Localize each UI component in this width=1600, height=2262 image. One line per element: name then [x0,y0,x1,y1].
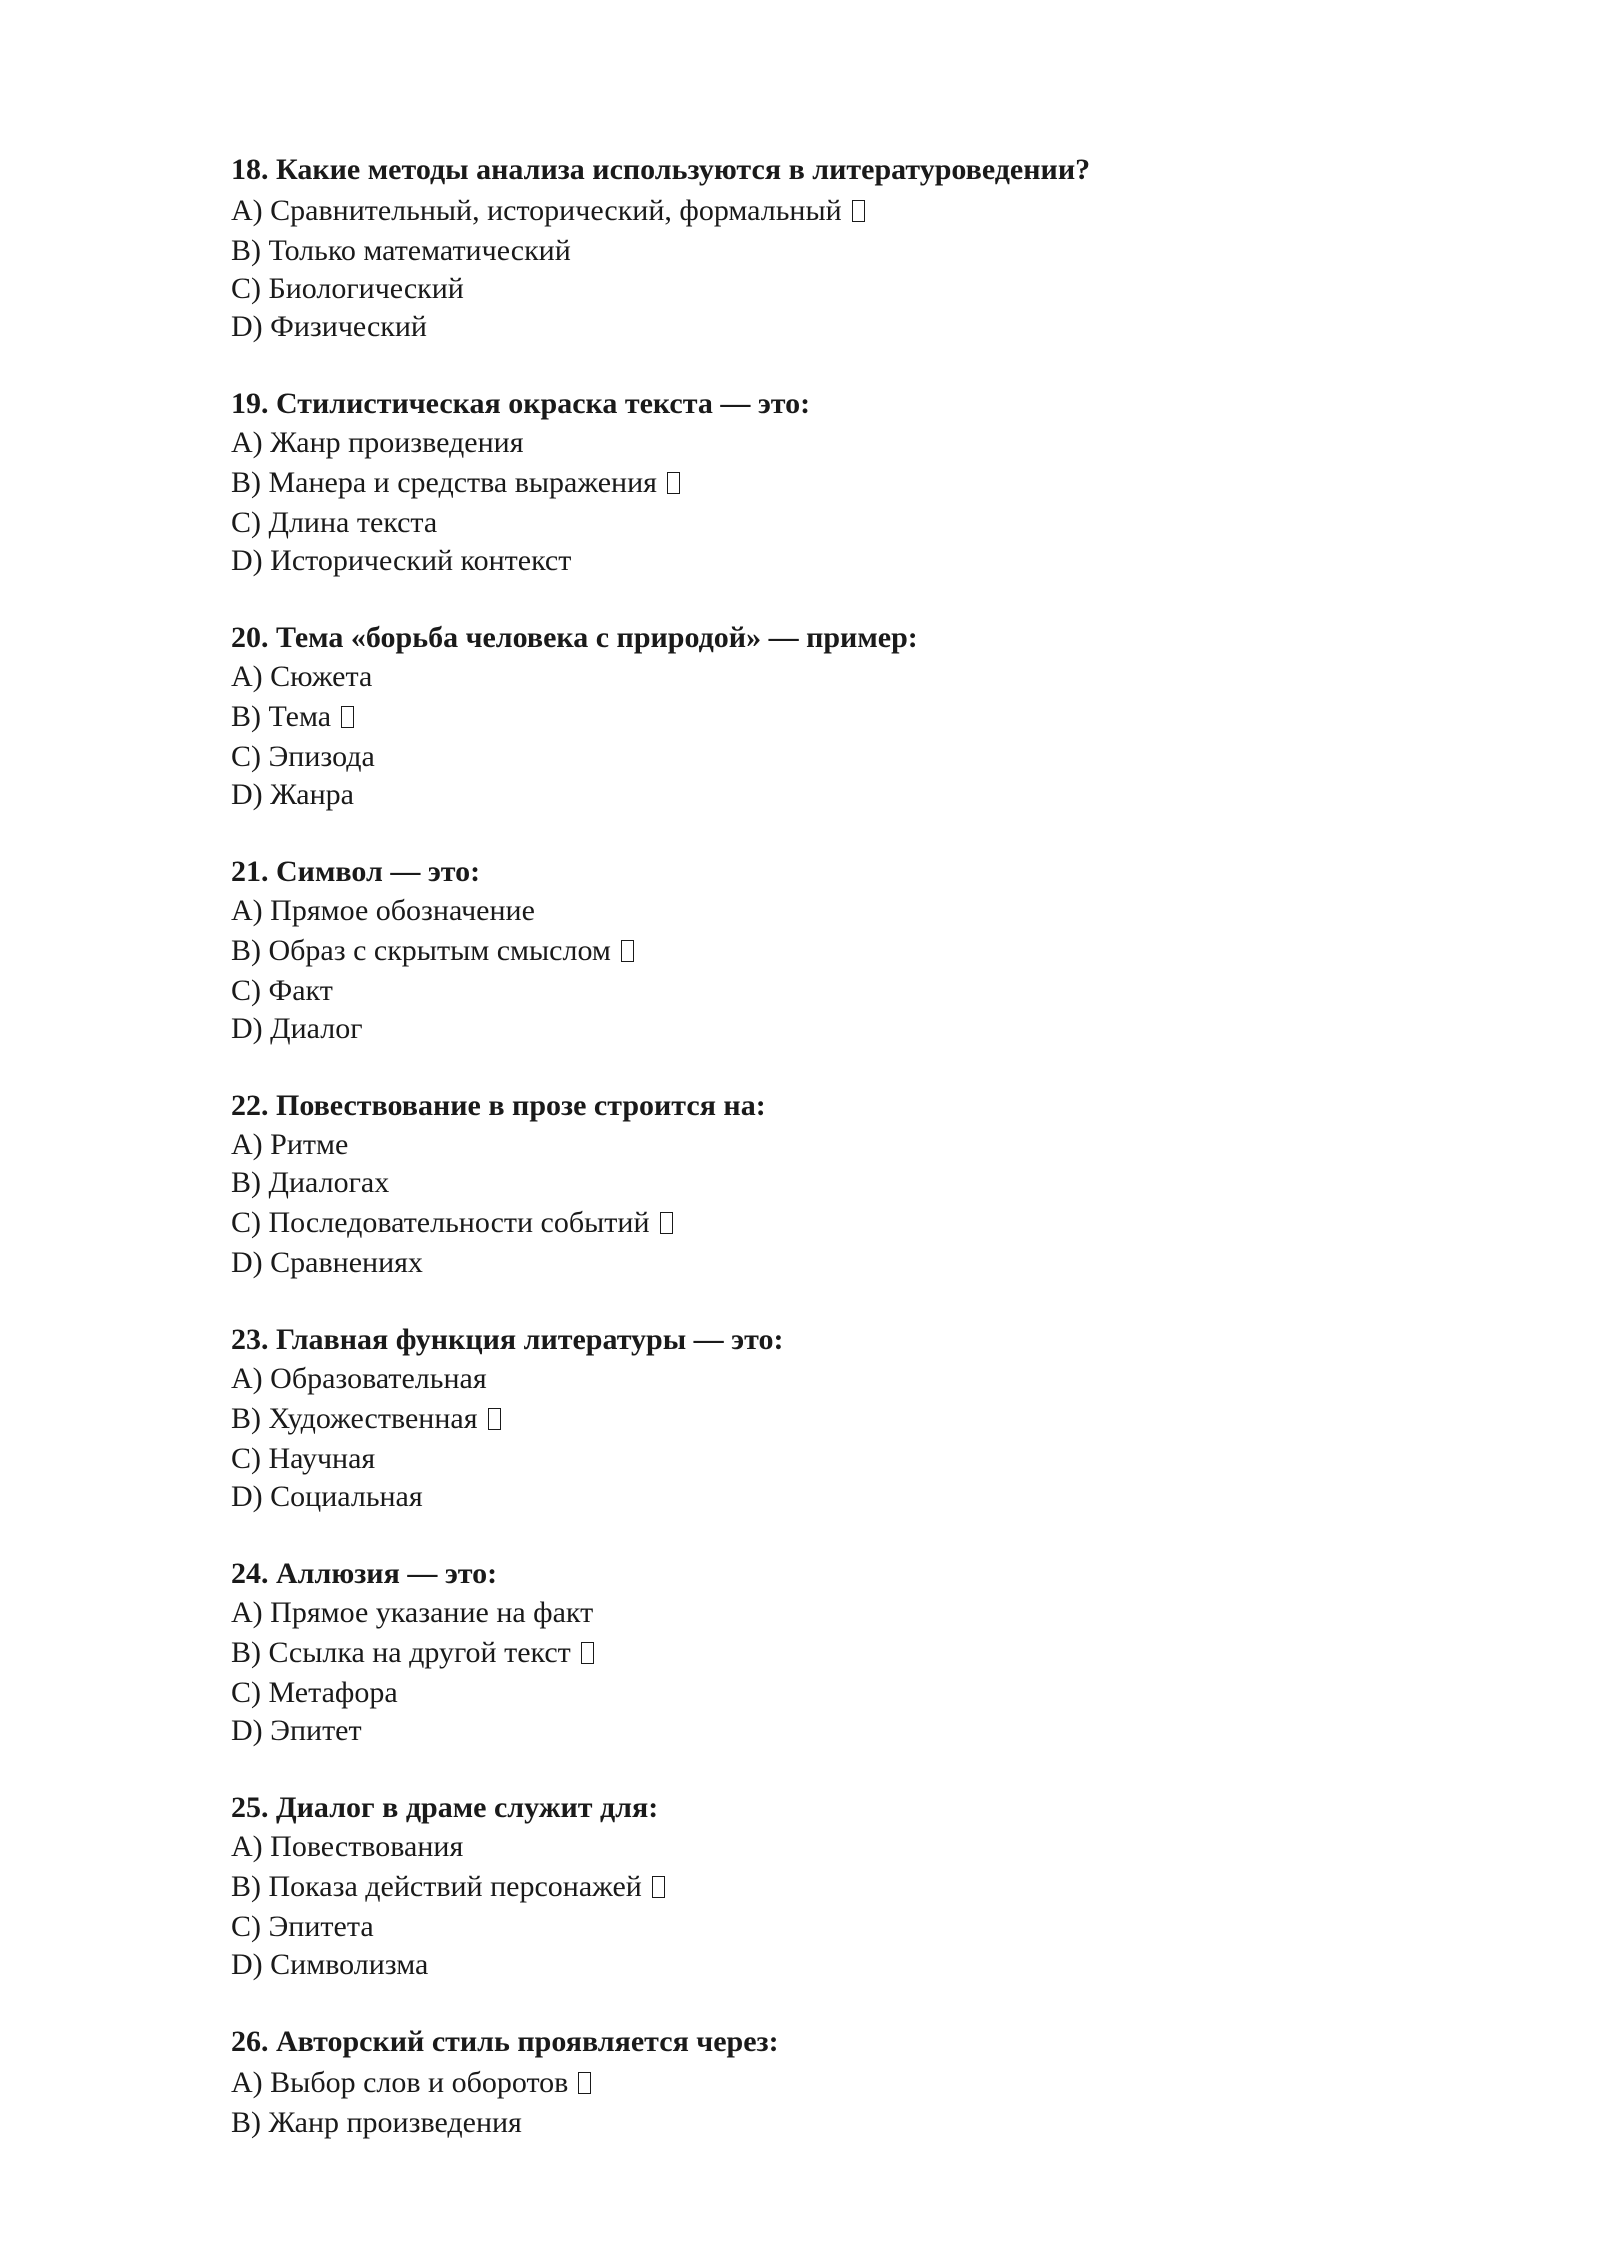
option-text: B) Жанр произведения [231,2106,522,2139]
quiz-page [231,150,1431,2180]
option-d [231,1478,1431,1516]
option-text: C) Последовательности событий [231,1206,650,1239]
option-a [231,1828,1431,1866]
option-d [231,1244,1431,1282]
option-a [231,190,1431,232]
option-text: B) Диалогах [231,1166,390,1199]
correct-answer-box-icon [652,1876,665,1898]
option-a [231,424,1431,462]
option-text: B) Образ с скрытым смыслом [231,934,611,967]
option-b [231,232,1431,270]
option-text: B) Тема [231,700,332,733]
question-title: 24. Аллюзия — это: [231,1557,498,1590]
option-c [231,1674,1431,1712]
question-title: 19. Стилистическая окраска текста — это: [231,387,811,420]
option-text: C) Эпизода [231,740,375,773]
option-text: B) Художественная [231,1402,478,1435]
option-text: A) Ритме [231,1128,349,1161]
option-text: B) Только математический [231,234,571,267]
correct-answer-box-icon [341,706,354,728]
option-b [231,696,1431,738]
question-23 [231,1320,1431,1516]
question-20 [231,618,1431,814]
option-text: A) Жанр произведения [231,426,524,459]
option-b [231,930,1431,972]
correct-answer-box-icon [578,2072,591,2094]
question-25 [231,1788,1431,1984]
correct-answer-box-icon [621,940,634,962]
question-title: 23. Главная функция литературы — это: [231,1323,784,1356]
option-text: C) Эпитета [231,1910,374,1943]
option-a [231,1360,1431,1398]
option-c [231,1908,1431,1946]
option-text: A) Сравнительный, исторический, формальный [231,194,842,227]
option-c [231,1202,1431,1244]
option-d [231,542,1431,580]
option-text: D) Физический [231,310,427,343]
option-text: A) Повествования [231,1830,464,1863]
correct-answer-box-icon [660,1212,673,1234]
option-text: A) Прямое указание на факт [231,1596,594,1629]
option-c [231,270,1431,308]
option-text: C) Научная [231,1442,376,1475]
option-text: D) Диалог [231,1012,363,1045]
question-title: 25. Диалог в драме служит для: [231,1791,659,1824]
option-text: C) Факт [231,974,333,1007]
question-22 [231,1086,1431,1282]
option-text: D) Исторический контекст [231,544,572,577]
option-d [231,776,1431,814]
option-b [231,2104,1431,2142]
option-a [231,2062,1431,2104]
correct-answer-box-icon [667,472,680,494]
option-b [231,1632,1431,1674]
option-c [231,738,1431,776]
option-text: A) Прямое обозначение [231,894,535,927]
question-21 [231,852,1431,1048]
question-title: 18. Какие методы анализа используются в литературоведении? [231,153,1091,186]
option-d [231,308,1431,346]
option-text: A) Выбор слов и оборотов [231,2066,569,2099]
question-19 [231,384,1431,580]
option-text: D) Социальная [231,1480,423,1513]
question-26 [231,2022,1431,2142]
option-d [231,1946,1431,1984]
option-text: D) Символизма [231,1948,429,1981]
option-b [231,1398,1431,1440]
question-title: 22. Повествование в прозе строится на: [231,1089,766,1122]
question-title: 26. Авторский стиль проявляется через: [231,2025,779,2058]
option-text: A) Сюжета [231,660,373,693]
correct-answer-box-icon [581,1642,594,1664]
option-text: C) Длина текста [231,506,438,539]
option-c [231,504,1431,542]
question-18 [231,150,1431,346]
option-d [231,1010,1431,1048]
correct-answer-box-icon [488,1408,501,1430]
option-text: C) Метафора [231,1676,398,1709]
option-text: B) Ссылка на другой текст [231,1636,571,1669]
correct-answer-box-icon [852,200,865,222]
option-text: D) Эпитет [231,1714,362,1747]
option-a [231,1126,1431,1164]
option-b [231,1164,1431,1202]
option-text: B) Манера и средства выражения [231,466,657,499]
option-text: B) Показа действий персонажей [231,1870,642,1903]
option-text: C) Биологический [231,272,464,305]
option-a [231,1594,1431,1632]
option-b [231,462,1431,504]
option-c [231,972,1431,1010]
option-d [231,1712,1431,1750]
question-24 [231,1554,1431,1750]
option-text: D) Жанра [231,778,354,811]
option-text: D) Сравнениях [231,1246,423,1279]
option-c [231,1440,1431,1478]
option-a [231,658,1431,696]
option-text: A) Образовательная [231,1362,487,1395]
option-b [231,1866,1431,1908]
option-a [231,892,1431,930]
question-title: 20. Тема «борьба человека с природой» — пример: [231,621,918,654]
question-title: 21. Символ — это: [231,855,481,888]
